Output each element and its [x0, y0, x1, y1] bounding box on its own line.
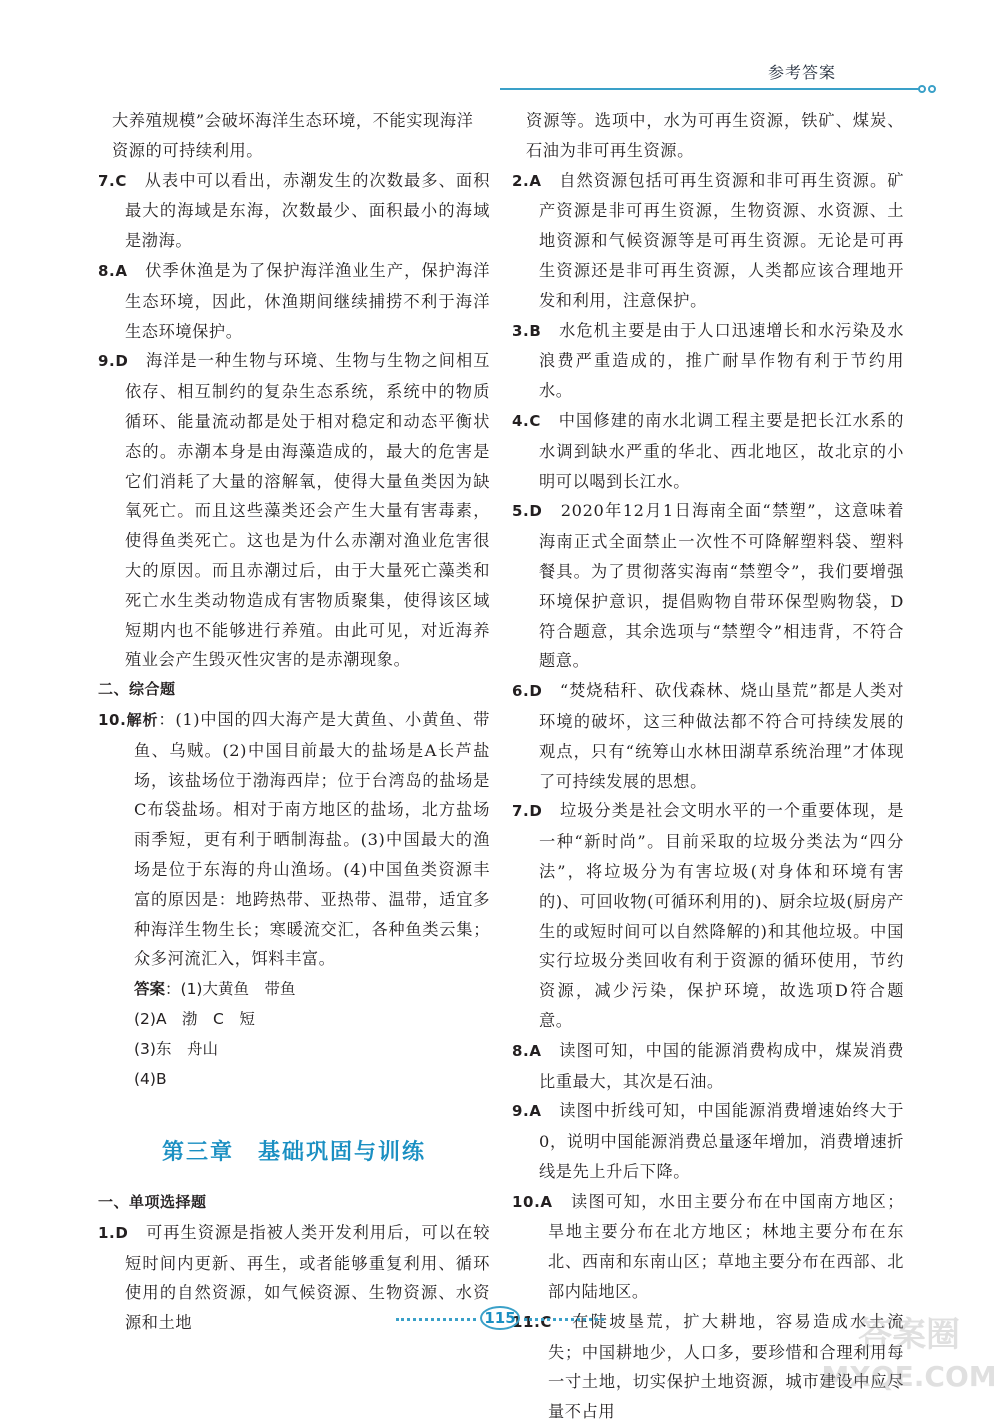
- item-number: 9.D: [98, 352, 129, 371]
- item-text: 2020年12月1日海南全面“禁塑”，这意味着海南正式全面禁止一次性不可降解塑料袋、塑料餐具。为了贯彻落实海南“禁塑令”，我们要增强环境保护意识，提倡购物自带环保型购物袋，D符合题意，其余选项与“禁塑令”相违背，不符合题意。: [539, 501, 904, 671]
- item-number: 5.D: [512, 502, 543, 521]
- item-text: 自然资源包括可再生资源和非可再生资源。矿产资源是非可再生资源，生物资源、水资源、土地资源和气候资源等是可再生资源。无论是可再生资源还是非可再生资源，人类都应该合理地开发和利用，注意保护。: [539, 170, 904, 310]
- svg-text:答案圈: 答案圈: [858, 1315, 960, 1355]
- analysis-label: 解析: [126, 710, 159, 729]
- answer-item: [512, 316, 904, 406]
- item-text: 中国修建的南水北调工程主要是把长江水系的水调到缺水严重的华北、西北地区，故北京的小明可以喝到长江水。: [539, 410, 904, 491]
- header-title: 参考答案: [768, 63, 837, 82]
- answer-item: [512, 1096, 904, 1186]
- item-text: 在陡坡垦荒，扩大耕地，容易造成水土流失；中国耕地少，人口多，要珍惜和合理利用每一寸土地，切实保护土地资源，城市建设中应尽量不占用: [548, 1311, 904, 1422]
- left-intro-line: 资源的可持续利用。: [112, 140, 264, 160]
- item-text: 伏季休渔是为了保护海洋渔业生产，保护海洋生态环境，因此，休渔期间继续捕捞不利于海洋生态环境保护。: [125, 260, 490, 341]
- item-text: 海洋是一种生物与环境、生物与生物之间相互依存、相互制约的复杂生态系统，系统中的物质循环、能量流动都是处于相对稳定和动态平衡状态的。赤潮本身是由海藻造成的，最大的危害是它们消耗了大量的溶解氧，使得大量鱼类因为缺氧死亡。而且这些藻类还会产生大量有害毒素，使得鱼类死亡。这也是为什么赤潮对渔业危害很大的原因。而且赤潮过后，由于大量死亡藻类和死亡水生类动物造成有害物质聚集，使得该区域短期内也不能够进行养殖。由此可见，对近海养殖业会产生毁灭性灾害的是赤潮现象。: [125, 351, 490, 670]
- item-text: ：(1)中国的四大海产是大黄鱼、小黄鱼、带鱼、乌贼。(2)中国目前最大的盐场是A长芦盐场，该盐场位于渤海西岸；位于台湾岛的盐场是C布袋盐场。相对于南方地区的盐场，北方盐场雨季短，更有利于晒制海盐。(3)中国最大的渔场是位于东海的舟山渔场。(4)中国鱼类资源丰富的原因是：地跨热带、亚热带、温带，适宜多种海洋生物生长；寒暖流交汇，各种鱼类云集；众多河流汇入，饵料丰富。: [134, 709, 491, 969]
- item-number: 10.A: [512, 1192, 553, 1211]
- item-number: 8.A: [98, 261, 128, 280]
- item-number: 6.D: [512, 682, 543, 701]
- answer-item: [512, 1187, 904, 1307]
- answer-text: ：(1)大黄鱼 带鱼: [165, 980, 296, 999]
- item-number: 1.D: [98, 1223, 129, 1242]
- answer-item: [512, 406, 904, 496]
- section-title: 一、单项选择题: [98, 1192, 207, 1211]
- answer-item: [98, 166, 490, 256]
- left-intro-line: 大养殖规模”会破坏海洋生态环境，不能实现海洋: [112, 111, 474, 130]
- answer-line: (2)A 渤 C 短: [134, 1010, 255, 1029]
- item-text: 可再生资源是指被人类开发利用后，可以在较短时间内更新、再生，或者能够重复利用、循环使用的自然资源，如气候资源、生物资源、水资源和土地: [125, 1222, 490, 1333]
- item-text: 读图可知，水田主要分布在中国南方地区；旱地主要分布在北方地区；林地主要分布在东北、西南和东南山区；草地主要分布在西部、北部内陆地区。: [548, 1191, 904, 1302]
- left-column: [98, 106, 490, 1338]
- answer-item: [512, 676, 904, 796]
- item-number: 8.A: [512, 1041, 542, 1060]
- item-text: 读图中折线可知，中国能源消费增速始终大于0，说明中国能源消费总量逐年增加，消费增速折线是先上升后下降。: [539, 1101, 904, 1181]
- item-number: 7.D: [512, 802, 543, 821]
- answer-item: [512, 496, 904, 676]
- answer-item: [98, 256, 490, 346]
- item-text: “焚烧秸秆、砍伐森林、烧山垦荒”都是人类对环境的破坏，这三种做法都不符合可持续发展的观点，只有“统筹山水林田湖草系统治理”才体现了可持续发展的思想。: [539, 681, 904, 791]
- right-column: [512, 106, 904, 1427]
- answer-line: (4)B: [134, 1070, 167, 1089]
- header-dot-icon: [918, 85, 926, 93]
- item-text: 读图可知，中国的能源消费构成中，煤炭消费比重最大，其次是石油。: [539, 1040, 904, 1091]
- right-intro-line: 资源等。选项中，水为可再生资源，铁矿、煤炭、石油为非可再生资源。: [526, 111, 904, 160]
- item-number: 11.C: [512, 1312, 552, 1331]
- header-rule: [500, 88, 924, 90]
- item-text: 水危机主要是由于人口迅速增长和水污染及水浪费严重造成的，推广耐旱作物有利于节约用水。: [539, 320, 904, 401]
- answer-label: 答案: [134, 980, 166, 999]
- page-number: 115: [484, 1309, 516, 1327]
- answer-item: [98, 346, 490, 675]
- footer-dots-right: [524, 1318, 604, 1321]
- footer-dots-left: [396, 1318, 476, 1321]
- item-text: 垃圾分类是社会文明水平的一个重要体现，是一种“新时尚”。目前采取的垃圾分类法为“四分法”，将垃圾分为有害垃圾(对身体和环境有害的)、可回收物(可循环利用的)、厨余垃圾(厨房产生的或短时间可以自然降解的)和其他垃圾。中国实行垃圾分类回收有利于资源的循环使用，节约资源，减少污染，保护环境，故选项D符合题意。: [539, 801, 904, 1030]
- item-number: 3.B: [512, 321, 542, 340]
- watermark-logo: [824, 1306, 994, 1394]
- item-number: 4.C: [512, 411, 541, 430]
- header-dot-icon: [928, 85, 936, 93]
- answer-item: [512, 1036, 904, 1097]
- svg-text:MXQE.COM: MXQE.COM: [824, 1360, 994, 1393]
- answer-line: (3)东 舟山: [134, 1040, 218, 1059]
- item-number: 2.A: [512, 171, 542, 190]
- answer-item: [512, 166, 904, 316]
- item-text: 从表中可以看出，赤潮发生的次数最多、面积最大的海域是东海，次数最少、面积最小的海域是渤海。: [125, 170, 490, 251]
- answer-line: [98, 974, 490, 1004]
- item-number: 9.A: [512, 1102, 542, 1121]
- item-number: 7.C: [98, 171, 127, 190]
- answer-item: [512, 796, 904, 1035]
- section-title: 二、综合题: [98, 680, 176, 699]
- item-number: 10.: [98, 710, 127, 729]
- answer-item: [98, 705, 490, 974]
- chapter-title: 第三章 基础巩固与训练: [161, 1139, 426, 1166]
